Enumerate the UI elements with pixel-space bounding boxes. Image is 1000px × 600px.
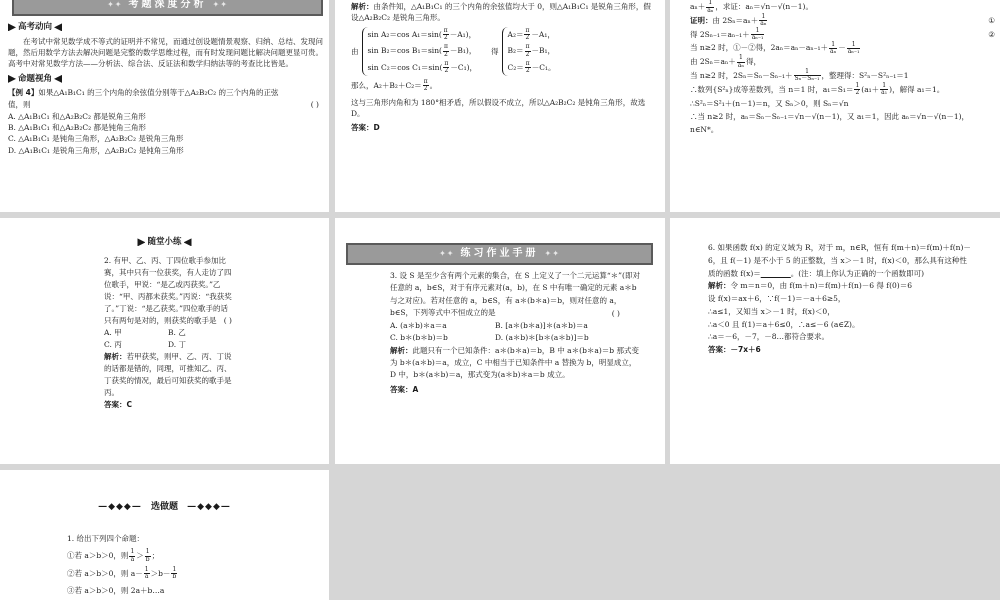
option-a: A. 甲: [104, 328, 122, 337]
equation-number-1: ①: [988, 15, 995, 25]
example-text: 如果△A₁B₁C₁ 的三个内角的余弦值分别等于△A₂B₂C₂ 的三个内角的正弦值，则: [8, 88, 279, 109]
option-d: D. (a＊b)＊[b＊(a＊b)]＝b: [495, 333, 589, 343]
slide-function-question: [670, 218, 1000, 464]
banner-exam-analysis: [12, 0, 323, 16]
ornament-right-icon: —◆◆◆—: [187, 502, 231, 512]
option-d: D. △A₁B₁C₁ 是锐角三角形，△A₂B₂C₂ 是钝角三角形: [8, 145, 184, 155]
equation-systems: [351, 27, 656, 77]
slide-proof: [670, 0, 1000, 212]
word-de: 得: [491, 46, 499, 56]
answer-blank: ________: [760, 268, 791, 278]
proof-step-6: ∴数列{S²ₙ}成等差数列，当 n＝1 时，a₁＝S₁＝ $\frac{1}{2}$ (a₁＋ $\frac{1}{\text{a₁}}$ )，解得 a₁＝1。: [690, 81, 945, 97]
solution-intro: 解析：由条件知，△A₁B₁C₁ 的三个内角的余弦值均大于 0，则△A₁B₁C₁ 是锐角三角形，假设△A₂B₂C₂ 是锐角三角形。: [351, 2, 651, 23]
solution: 解析：此题只有一个已知条件：a＊(b＊a)＝b，B 中 a＊(b＊a)＝b 那式变为 b＊(a＊b)＝a，成立，C 中相当于已知条件中 a 替换为 b，明显成立，D 中，b＊(a＊b)＝a，那式变为(a＊b)＊a＝b 成立。: [390, 345, 639, 380]
ornament-icon: ✦✦: [544, 249, 560, 258]
angle-system: A₂＝ $\frac{\pi}{2}$ －A₁， B₂＝ $\frac{\pi}{2}$ －B₁， C₂＝ $\frac{\pi}{2}$ －C₁。: [502, 27, 556, 77]
example-label: 【例 4】: [8, 88, 39, 98]
answer: 答案：A: [390, 384, 419, 394]
proposition-3: ③若 a＞b＞0，则 2a＋b…a: [67, 585, 165, 595]
question-2: 2. 有甲、乙、丙、丁四位歌手参加比赛，其中只有一位获奖，有人走访了四位歌手，甲说：“是乙或丙获奖。”乙说：“甲、丙都未获奖。”丙说：“我获奖了。”丁说：“是乙获奖。”四位歌手的话只有两句是对的，则获奖的歌手是: [104, 256, 232, 325]
slide-optional-questions: [0, 470, 329, 600]
proof-step-5: 当 n≥2 时，2Sₙ＝Sₙ－Sₙ₋₁＋ $\frac{1}{\text{Sₙ－Sₙ₋₁}}$ ，整理得：S²ₙ－S²ₙ₋₁＝1: [690, 68, 909, 83]
word-you: 由: [351, 46, 359, 56]
example-question: [8, 87, 323, 110]
proof-step-7: ∴S²ₙ＝S²₁＋(n－1)＝n，又 Sₙ＞0，则 Sₙ＝√n: [690, 98, 849, 108]
option-c: C. 丙: [104, 340, 122, 349]
question-3: 3. 设 S 是至少含有两个元素的集合，在 S 上定义了一个二元运算“＊”(即对任意的 a，b∈S，对于有序元素对(a，b)，在 S 中有唯一确定的元素 a＊b 与之对应)。若对任意的 a，b∈S，有 a＊(b＊a)＝b，则对任意的 a，b∈S，下列等式中不恒成立的是: [390, 271, 640, 318]
triangle-left-icon: [184, 238, 192, 246]
answer-bracket: ( ): [310, 99, 319, 109]
proof-step-8: ∴当 n≥2 时，aₙ＝Sₙ－Sₙ₋₁＝√n－√(n－1)，又 a₁＝1，因此 aₙ＝√n－√(n－1)，: [690, 111, 970, 121]
section-title-optional: —◆◆◆— 选做题 —◆◆◆—: [98, 502, 231, 512]
banner-homework: [346, 243, 653, 265]
answer: 答案：D: [351, 123, 380, 133]
proposition-1: ①若 a＞b＞0，则 $\frac{1}{a}$ ＞ $\frac{1}{b}$ ；: [67, 548, 160, 563]
triangle-left-icon: [54, 23, 62, 31]
solution-step-4: ∴a＜0 且 f(1)＝a＋6≤0，∴a≤－6 (a∈Z)。: [708, 319, 860, 329]
triangle-right-icon: [8, 75, 16, 83]
option-a: A. △A₁B₁C₁ 和△A₂B₂C₂ 都是锐角三角形: [8, 111, 146, 121]
solution-step-1: 解析：令 m＝n＝0，由 f(m＋n)＝f(m)＋f(n)－6 得 f(0)＝6: [708, 281, 912, 291]
ornament-icon: ✦✦: [212, 0, 228, 9]
ornament-icon: ✦✦: [107, 0, 123, 9]
triangle-right-icon: [8, 23, 16, 31]
question-6: 6. 如果函数 f(x) 的定义域为 R，对于 m，n∈R，恒有 f(m＋n)＝f(m)＋f(n)－6，且 f(－1) 是不小于 5 的正整数，当 x＞－1 时，f(x)＜0，那么具有这种性质的函数 f(x)＝________。(注：填上你认为正确的一个函数即可): [708, 243, 971, 278]
section-title-perspective: 命题视角: [8, 73, 323, 86]
sine-system: sin A₂＝cos A₁＝sin( $\frac{\pi}{2}$ －A₁)， sin B₂＝cos B₁＝sin( $\frac{\pi}{2}$ －B₁)， sin C₂＝cos C₁＝sin( $\frac{\pi}{2}$ －C₁)，: [362, 27, 478, 77]
slide-quick-practice: [0, 218, 329, 464]
solution-step-2: 设 f(x)＝ax＋6，∵f(－1)＝－a＋6≥5，: [708, 294, 846, 303]
proof-step-3: 当 n≥2 时，①－②得，2aₙ＝aₙ－aₙ₋₁＋ $\frac{1}{\text{aₙ}}$ － $\frac{1}{\text{aₙ₋₁}}$: [690, 40, 860, 55]
answer: 答案：－7x＋6: [708, 345, 761, 354]
proof-step-4: 由 2Sₙ＝aₙ＋ $\frac{1}{\text{aₙ}}$ 得，: [690, 54, 761, 69]
empty-area: [335, 470, 1000, 600]
options-row-1: [390, 320, 640, 332]
solution: 解析：若甲获奖，则甲、乙、丙、丁说的话都是错的，同理，可推知乙、丙、丁获奖的情况，最后可知获奖的歌手是丙。: [104, 352, 232, 397]
proposition-2: ②若 a＞b＞0，则 a－ $\frac{1}{a}$ ＞b－ $\frac{1}{b}$: [67, 565, 177, 580]
option-d: D. 丁: [168, 340, 187, 349]
contradiction-text: 这与三角形内角和为 180°相矛盾，所以假设不成立，所以△A₂B₂C₂ 是钝角三角形，故选 D。: [351, 97, 646, 118]
banner-title: 练习作业手册: [460, 248, 539, 259]
triangle-left-icon: [54, 75, 62, 83]
answer-bracket: ( ): [223, 316, 232, 325]
solution-step-5: ∴a＝－6，－7，－8…都符合要求。: [708, 332, 830, 342]
option-a: A. (a＊b)＊a＝a: [390, 320, 447, 330]
proof-statement: aₙ＋ $\frac{1}{\text{aₙ}}$ ，求证：aₙ＝√n－√(n－1)。: [690, 0, 813, 14]
slide-homework: [335, 218, 665, 464]
equation-number-2: ②: [988, 29, 995, 39]
solution-step-3: ∴a≤1，又知当 x＞－1 时，f(x)＜0，: [708, 306, 835, 316]
section-title-trend: 高考动向: [8, 21, 323, 34]
slide-solution-example: [335, 0, 665, 212]
paragraph-trend: 在考试中常见数学成不等式的证明并不常见，而通过创设题情景观察、归纳、总结、发现问题，然后用数学方法去解决问题是完整的数学思维过程，而有时发现问题比解决问题更显可贵。高考中对常见数学方法——分析法、综合法、反证法和数学归纳法等的考查比比皆是。: [8, 36, 323, 69]
option-b: B. △A₁B₁C₁ 和△A₂B₂C₂ 都是钝角三角形: [8, 123, 146, 132]
option-b: B. 乙: [168, 328, 186, 337]
options-row-2: [104, 339, 232, 351]
banner-title: 考题深度分析: [128, 0, 207, 10]
proof-step-2: 得 2Sₙ₋₁＝aₙ₋₁＋ $\frac{1}{\text{aₙ₋₁}}$ ②: [690, 26, 995, 42]
angle-sum: 那么，A₂＋B₂＋C₂＝ $\frac{\pi}{2}$ 。: [351, 78, 438, 93]
option-b: B. [a＊(b＊a)]＊(a＊b)＝a: [495, 320, 588, 330]
ornament-icon: ✦✦: [439, 249, 455, 258]
triangle-right-icon: [137, 238, 145, 246]
proof-step-9: n∈N*。: [690, 124, 719, 134]
options-row-1: [104, 327, 232, 339]
section-title-practice: 随堂小练: [0, 236, 329, 249]
ornament-left-icon: —◆◆◆—: [98, 502, 142, 512]
question-1: 1. 给出下列四个命题：: [67, 534, 145, 543]
proof-step-1: 证明：由 2Sₙ＝aₙ＋ $\frac{1}{\text{aₙ}}$ ①: [690, 13, 995, 28]
option-c: C. △A₁B₁C₁ 是钝角三角形，△A₂B₂C₂ 是锐角三角形: [8, 134, 184, 144]
slide-exam-analysis: [0, 0, 329, 212]
answer: 答案：C: [104, 400, 133, 409]
answer-bracket: ( ): [611, 308, 620, 318]
options-row-2: [390, 332, 640, 344]
option-c: C. b＊(b＊b)＝b: [390, 333, 448, 343]
